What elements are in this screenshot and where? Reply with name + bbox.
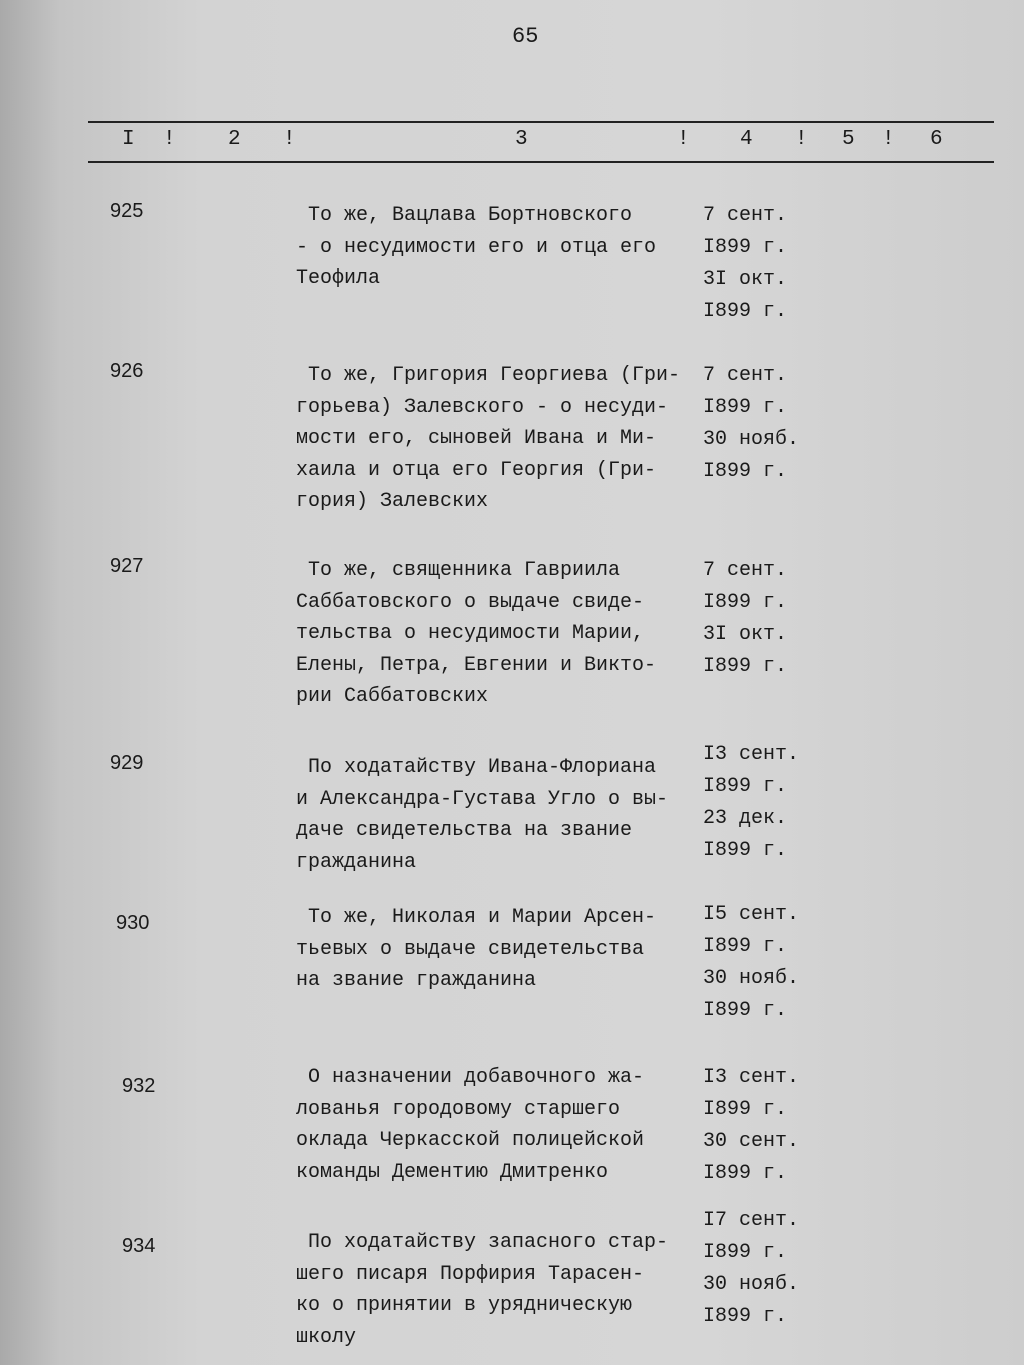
page-number: 65 [512, 24, 539, 49]
date-line: 30 нояб. [703, 967, 800, 990]
entry-dates [703, 739, 799, 867]
date-line: I899 г. [703, 591, 788, 614]
date-line: 7 сент. [703, 364, 788, 387]
description-line: хаила и отца его Георгия (Гри- [296, 458, 657, 482]
date-line: I899 г. [703, 396, 788, 419]
date-line: I899 г. [703, 1098, 788, 1121]
description-line: лованья городовому старшего [296, 1097, 621, 1121]
date-line: I7 сент. [703, 1209, 800, 1232]
date-line: I899 г. [703, 655, 788, 678]
entry-dates [703, 899, 799, 1027]
description-line: рии Саббатовских [296, 685, 489, 708]
entry-number: 926 [110, 360, 144, 382]
entry-dates [703, 1062, 799, 1190]
date-line: I899 г. [703, 1305, 788, 1328]
date-line: I899 г. [703, 999, 788, 1022]
description-line: Саббатовского о выдаче свиде- [296, 590, 645, 614]
entry-number: 929 [110, 752, 144, 774]
col-separator: ! [163, 128, 176, 151]
description-line: мости его, сыновей Ивана и Ми- [296, 427, 657, 450]
description-line: тельства о несудимости Марии, [296, 622, 645, 645]
date-line: I899 г. [703, 775, 788, 798]
entry-number: 934 [122, 1235, 156, 1257]
date-line: 3I окт. [703, 268, 788, 291]
description-line: ко о принятии в урядническую [296, 1294, 633, 1317]
col-header-2: 2 [228, 128, 241, 151]
date-line: I5 сент. [703, 903, 800, 926]
date-line: 23 дек. [703, 807, 788, 830]
entry-description [296, 555, 696, 713]
description-line: О назначении добавочного жа- [308, 1066, 645, 1089]
description-line: даче свидетельства на звание [296, 819, 633, 842]
description-line: То же, Николая и Марии Арсен- [308, 906, 657, 929]
date-line: I899 г. [703, 300, 788, 323]
description-line: Елены, Петра, Евгении и Викто- [296, 653, 657, 677]
col-separator: ! [795, 128, 808, 151]
entry-description [296, 360, 696, 518]
entry-number: 930 [116, 912, 150, 934]
entry-number: 932 [122, 1075, 156, 1097]
date-line: I899 г. [703, 935, 788, 958]
description-line: команды Дементию Дмитренко [296, 1160, 609, 1184]
date-line: 7 сент. [703, 559, 788, 582]
description-line: оклада Черкасской полицейской [296, 1129, 645, 1152]
date-line: 30 нояб. [703, 428, 800, 451]
date-line: I3 сент. [703, 743, 800, 766]
col-header-4: 4 [740, 128, 753, 151]
entry-dates [703, 360, 799, 488]
description-line: То же, священника Гавриила [308, 559, 621, 582]
entry-dates [703, 1205, 799, 1333]
description-line: гория) Залевских [296, 490, 489, 513]
description-line: - о несудимости его и отца его [296, 235, 657, 259]
entry-description [296, 902, 696, 997]
date-line: I899 г. [703, 1162, 788, 1185]
date-line: I3 сент. [703, 1066, 800, 1089]
date-line: I899 г. [703, 1241, 788, 1264]
date-line: I899 г. [703, 236, 788, 259]
description-line: По ходатайству Ивана-Флориана [308, 756, 657, 779]
entry-number: 927 [110, 555, 144, 577]
description-line: То же, Григория Георгиева (Гри- [308, 364, 681, 387]
entry-dates [703, 200, 787, 328]
entry-description [296, 752, 696, 878]
col-separator: ! [882, 128, 895, 151]
col-separator: ! [677, 128, 690, 151]
description-line: школу [296, 1325, 357, 1349]
description-line: По ходатайству запасного стар- [308, 1231, 669, 1254]
col-header-1: I [122, 128, 135, 151]
col-header-3: 3 [515, 128, 528, 151]
description-line: и Александра-Густава Угло о вы- [296, 787, 669, 811]
description-line: тьевых о выдаче свидетельства [296, 937, 645, 961]
description-line: Теофила [296, 267, 381, 290]
description-line: гражданина [296, 850, 417, 874]
description-line: То же, Вацлава Бортновского [308, 204, 633, 227]
description-line: шего писаря Порфирия Тарасен- [296, 1262, 645, 1286]
col-header-6: 6 [930, 128, 943, 151]
date-line: 7 сент. [703, 204, 788, 227]
description-line: горьева) Залевского - о несуди- [296, 395, 669, 419]
date-line: I899 г. [703, 839, 788, 862]
header-top-rule [88, 121, 994, 123]
entry-description [296, 1227, 696, 1353]
entry-description [296, 1062, 696, 1188]
header-bottom-rule [88, 161, 994, 163]
col-header-5: 5 [842, 128, 855, 151]
description-line: на звание гражданина [296, 969, 537, 992]
date-line: 30 нояб. [703, 1273, 800, 1296]
date-line: 3I окт. [703, 623, 788, 646]
entry-description [296, 200, 696, 295]
date-line: 30 сент. [703, 1130, 800, 1153]
date-line: I899 г. [703, 460, 788, 483]
entry-number: 925 [110, 200, 144, 222]
col-separator: ! [283, 128, 296, 151]
entry-dates [703, 555, 787, 683]
